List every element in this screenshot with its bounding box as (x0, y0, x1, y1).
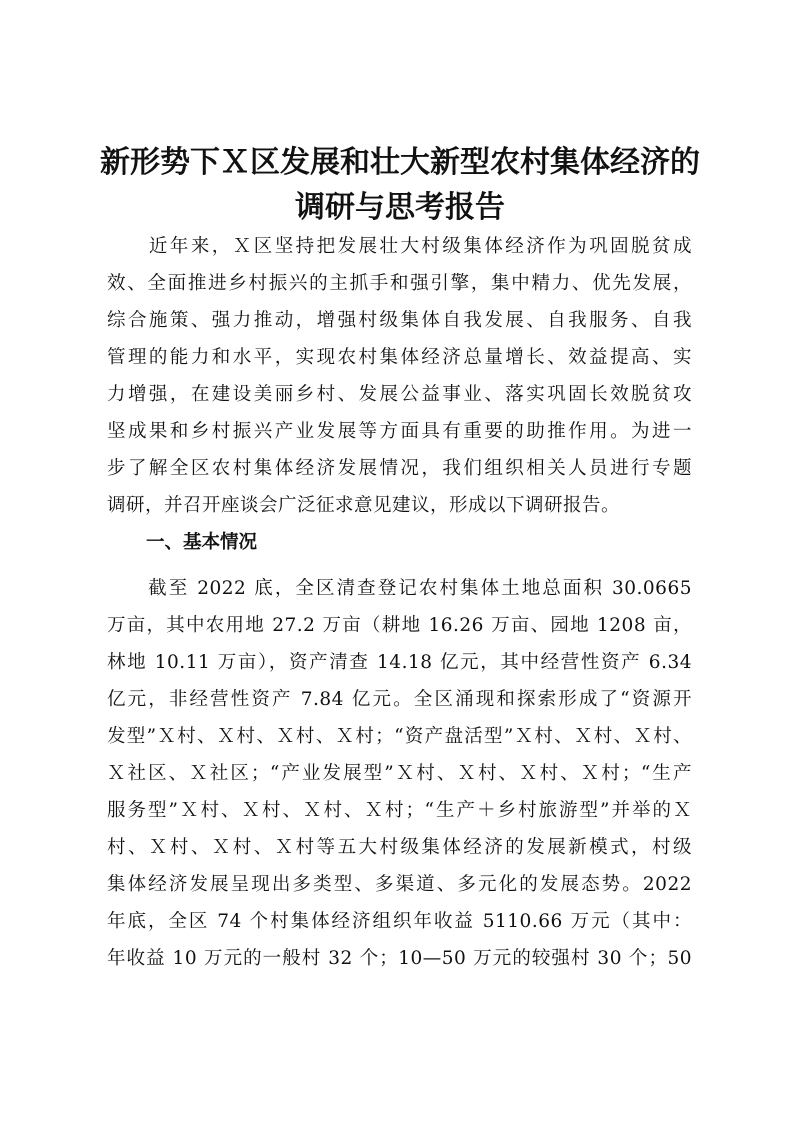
intro-paragraph-line: 力增强，在建设美丽乡村、发展公益事业、落实巩固长效脱贫攻 (107, 384, 692, 405)
section-paragraph-line: 林地 10.11 万亩），资产清查 14.18 亿元，其中经营性资产 6.34 (107, 652, 692, 673)
section-paragraph-line: 亿元，非经营性资产 7.84 亿元。全区涌现和探索形成了“资源开 (107, 689, 692, 710)
section-paragraph-line: 村、Ｘ村、Ｘ村、Ｘ村等五大村级集体经济的发展新模式，村级 (107, 837, 692, 858)
intro-paragraph-line: 步了解全区农村集体经济发展情况，我们组织相关人员进行专题 (107, 458, 692, 479)
intro-paragraph-line: 调研，并召开座谈会广泛征求意见建议，形成以下调研报告。 (107, 495, 621, 516)
section-paragraph-line: 万亩，其中农用地 27.2 万亩（耕地 16.26 万亩、园地 1208 亩， (107, 615, 692, 636)
section-paragraph-line: Ｘ社区、Ｘ社区；“产业发展型”Ｘ村、Ｘ村、Ｘ村、Ｘ村；“生产 (107, 763, 692, 784)
section-paragraph-line: 截至 2022 底，全区清查登记农村集体土地总面积 30.0665 (107, 578, 692, 599)
intro-paragraph-line: 效、全面推进乡村振兴的主抓手和强引擎，集中精力、优先发展， (107, 273, 692, 294)
document-title-line-1: 新形势下Ｘ区发展和壮大新型农村集体经济的 (100, 145, 700, 180)
document-title-line-2: 调研与思考报告 (295, 190, 505, 225)
section-paragraph-line: 服务型”Ｘ村、Ｘ村、Ｘ村、Ｘ村；“生产＋乡村旅游型”并举的Ｘ (107, 800, 692, 821)
intro-paragraph-line: 综合施策、强力推动，增强村级集体自我发展、自我服务、自我 (107, 310, 692, 331)
intro-paragraph-line: 坚成果和乡村振兴产业发展等方面具有重要的助推作用。为进一 (107, 421, 692, 442)
section-heading: 一、基本情况 (146, 532, 258, 553)
section-paragraph-line: 集体经济发展呈现出多类型、多渠道、多元化的发展态势。2022 (107, 874, 692, 895)
section-paragraph-line: 年底，全区 74 个村集体经济组织年收益 5110.66 万元（其中： (107, 911, 692, 932)
intro-paragraph-line: 管理的能力和水平，实现农村集体经济总量增长、效益提高、实 (107, 347, 692, 368)
section-paragraph-line: 年收益 10 万元的一般村 32 个；10—50 万元的较强村 30 个；50 (107, 948, 692, 969)
section-paragraph-line: 发型”Ｘ村、Ｘ村、Ｘ村、Ｘ村；“资产盘活型”Ｘ村、Ｘ村、Ｘ村、 (107, 726, 692, 747)
intro-paragraph-line: 近年来，Ｘ区坚持把发展壮大村级集体经济作为巩固脱贫成 (107, 236, 692, 257)
